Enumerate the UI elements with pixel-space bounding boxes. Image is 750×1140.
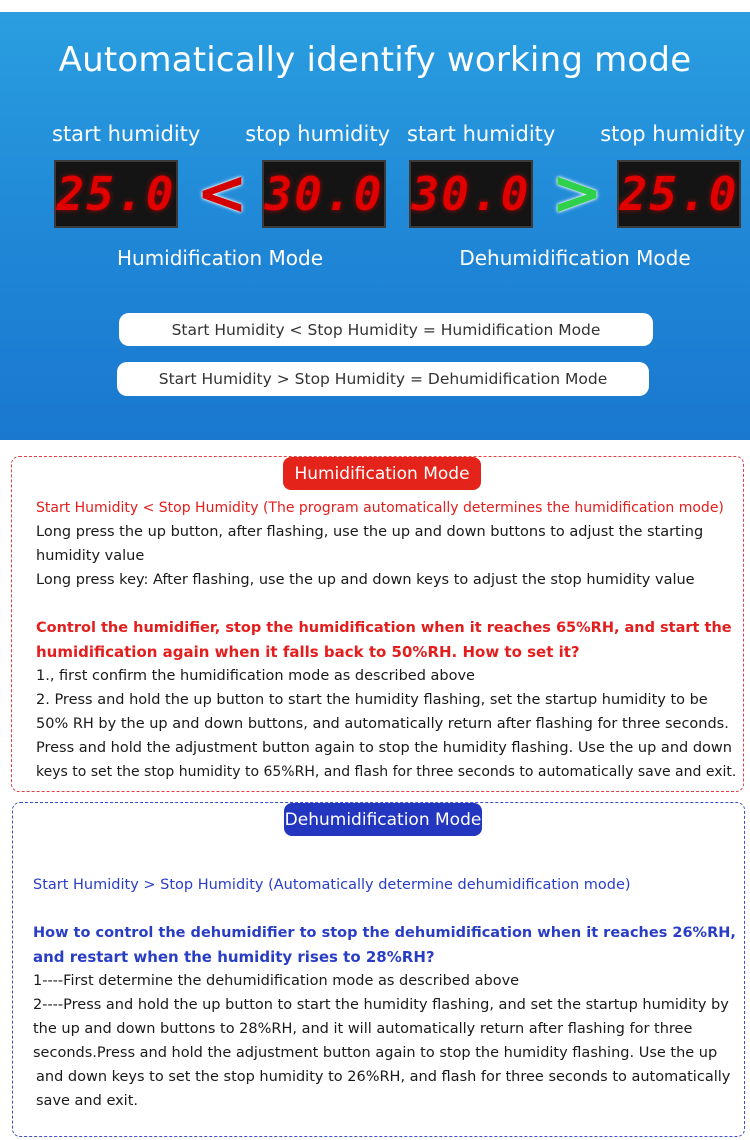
humidification-rule-line: Start Humidity < Stop Humidity (The program automatically determines the humidification mode)	[36, 500, 724, 516]
dehumidification-question-line: How to control the dehumidifier to stop the dehumidification when it reaches 26%RH,	[33, 925, 736, 941]
text-line: save and exit.	[36, 1093, 139, 1109]
text-line: and down keys to set the stop humidity to 26%RH, and flash for three seconds to automatically	[36, 1069, 731, 1085]
start-humidity-label: start humidity	[52, 122, 201, 146]
dehumidification-tag: Dehumidification Mode	[284, 803, 482, 836]
stop-humidity-value: 30.0	[264, 167, 384, 221]
dehumidification-rule-line: Start Humidity > Stop Humidity (Automatically determine dehumidification mode)	[33, 877, 631, 893]
rule-humidification-pill: Start Humidity < Stop Humidity = Humidification Mode	[119, 313, 653, 346]
dehumidification-diagram	[405, 122, 745, 282]
humidification-mode-label: Humidification Mode	[116, 246, 323, 270]
text-line: 1----First determine the dehumidification mode as described above	[33, 973, 520, 989]
rule-dehumidification-pill: Start Humidity > Stop Humidity = Dehumidification Mode	[117, 362, 649, 396]
text-line: 50% RH by the up and down buttons, and automatically return after flashing for three seconds.	[36, 716, 729, 732]
less-than-icon: <	[196, 156, 248, 229]
greater-than-icon: >	[551, 156, 603, 229]
mode-banner	[0, 12, 750, 440]
stop-humidity-display	[262, 160, 386, 228]
stop-humidity-display	[617, 160, 741, 228]
text-line: 2. Press and hold the up button to start the humidity flashing, set the startup humidity to be	[36, 692, 708, 708]
text-line: Press and hold the adjustment button again to stop the humidity flashing. Use the up and down	[36, 740, 732, 756]
start-humidity-display	[409, 160, 533, 228]
dehumidification-mode-label: Dehumidification Mode	[459, 246, 691, 270]
banner-title: Automatically identify working mode	[58, 40, 692, 80]
humidification-tag: Humidification Mode	[283, 457, 481, 490]
dehumidification-question-line: and restart when the humidity rises to 28%RH?	[33, 948, 435, 966]
stop-humidity-value: 25.0	[619, 167, 739, 221]
humidification-question-line: Control the humidifier, stop the humidification when it reaches 65%RH, and start the	[36, 620, 732, 636]
humidification-question-line: humidification again when it falls back to 50%RH. How to set it?	[36, 643, 580, 661]
humidification-diagram	[50, 122, 390, 282]
text-line: humidity value	[36, 548, 145, 564]
text-line: keys to set the stop humidity to 65%RH, and flash for three seconds to automatically save and exit.	[36, 764, 737, 780]
start-humidity-value: 30.0	[411, 167, 531, 221]
start-humidity-label: start humidity	[407, 122, 556, 146]
text-line: 1., first confirm the humidification mode as described above	[36, 668, 475, 684]
stop-humidity-label: stop humidity	[245, 122, 390, 146]
text-line: Long press the up button, after flashing, use the up and down buttons to adjust the starting	[36, 524, 704, 540]
stop-humidity-label: stop humidity	[600, 122, 745, 146]
text-line: the up and down buttons to 28%RH, and it will automatically return after flashing for three	[33, 1021, 693, 1037]
text-line: Long press key: After flashing, use the up and down keys to adjust the stop humidity value	[36, 572, 695, 588]
start-humidity-value: 25.0	[56, 167, 176, 221]
start-humidity-display	[54, 160, 178, 228]
text-line: 2----Press and hold the up button to start the humidity flashing, and set the startup humidity by	[33, 997, 729, 1013]
text-line: seconds.Press and hold the adjustment button again to stop the humidity flashing. Use the up	[33, 1045, 718, 1061]
